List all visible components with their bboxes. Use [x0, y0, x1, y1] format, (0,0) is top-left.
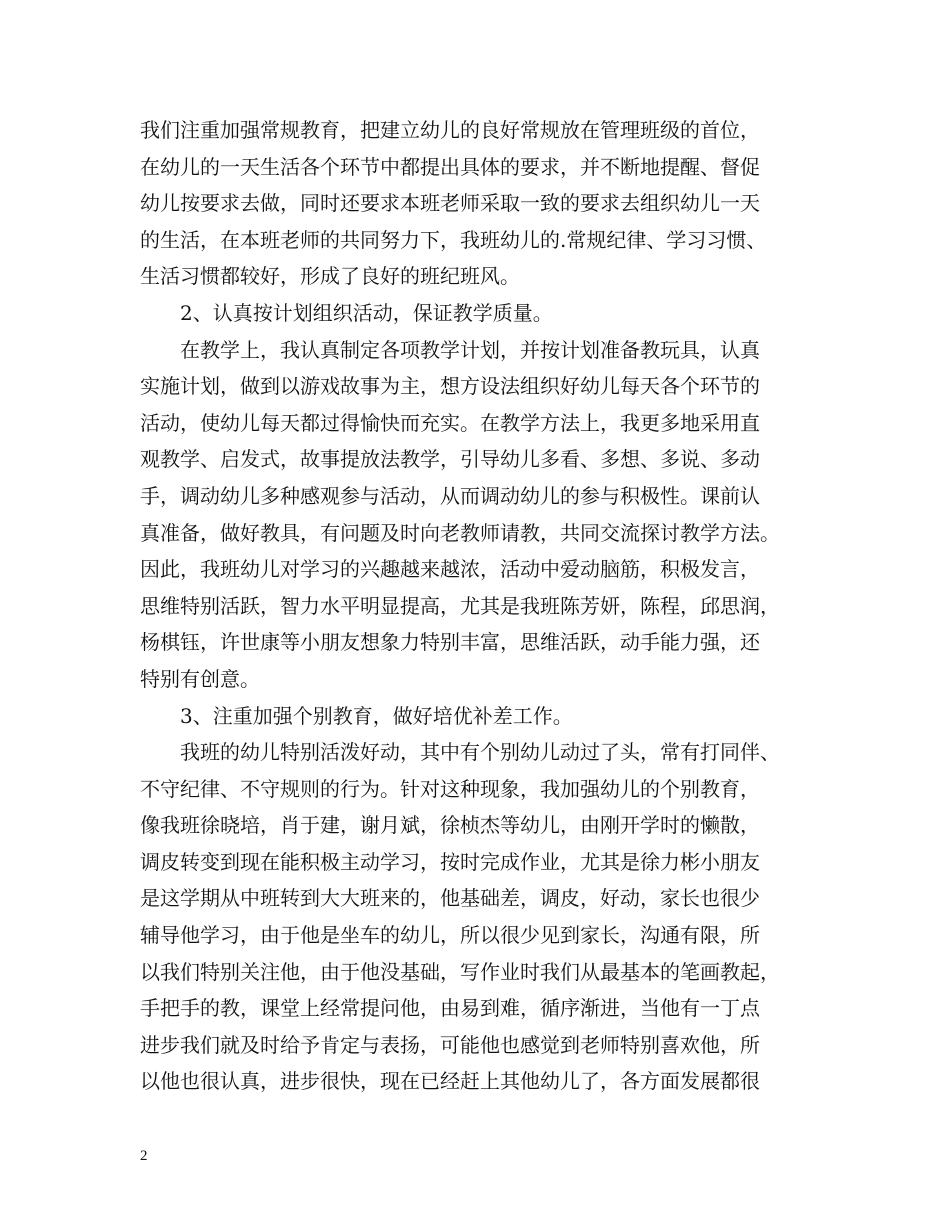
text-line: 的生活，在本班老师的共同努力下，我班幼儿的.常规纪律、学习习惯、	[140, 227, 767, 252]
body-text	[140, 112, 830, 1100]
page-number: 2	[140, 1148, 148, 1164]
text-line: 实施计划，做到以游戏故事为主，想方设法组织好幼儿每天各个环节的	[140, 374, 760, 399]
text-line: 手把手的教，课堂上经常提问他，由易到难，循序渐进，当他有一丁点	[140, 996, 760, 1021]
text-line: 辅导他学习，由于他是坐车的幼儿，所以很少见到家长，沟通有限，所	[140, 923, 760, 948]
text-line: 调皮转变到现在能积极主动学习，按时完成作业，尤其是徐力彬小朋友	[140, 849, 760, 874]
text-line: 是这学期从中班转到大大班来的，他基础差，调皮，好动，家长也很少	[140, 886, 760, 911]
text-line: 在教学上，我认真制定各项教学计划，并按计划准备教玩具，认真	[180, 337, 760, 362]
text-line: 不守纪律、不守规则的行为。针对这种现象，我加强幼儿的个别教育，	[140, 776, 760, 801]
text-line: 我班的幼儿特别活泼好动，其中有个别幼儿动过了头，常有打同伴、	[180, 740, 780, 765]
text-line: 2、认真按计划组织活动，保证教学质量。	[180, 300, 553, 325]
text-line: 因此，我班幼儿对学习的兴趣越来越浓，活动中爱动脑筋，积极发言，	[140, 557, 760, 582]
text-line: 幼儿按要求去做，同时还要求本班老师采取一致的要求去组织幼儿一天	[140, 191, 760, 216]
text-line: 特别有创意。	[140, 666, 260, 691]
text-line: 手，调动幼儿多种感观参与活动，从而调动幼儿的参与积极性。课前认	[140, 483, 760, 508]
text-line: 进步我们就及时给予肯定与表扬，可能他也感觉到老师特别喜欢他，所	[140, 1032, 760, 1057]
text-line: 杨棋钰，许世康等小朋友想象力特别丰富，思维活跃，动手能力强，还	[140, 630, 760, 655]
text-line: 在幼儿的一天生活各个环节中都提出具体的要求，并不断地提醒、督促	[140, 154, 760, 179]
text-line: 像我班徐晓培，肖于建，谢月斌，徐桢杰等幼儿，由刚开学时的懒散，	[140, 813, 760, 838]
text-line: 思维特别活跃，智力水平明显提高，尤其是我班陈芳妍，陈程，邱思润，	[140, 593, 780, 618]
text-line: 观教学、启发式，故事提放法教学，引导幼儿多看、多想、多说、多动	[140, 447, 760, 472]
text-line: 以他也很认真，进步很快，现在已经赶上其他幼儿了，各方面发展都很	[140, 1069, 760, 1094]
text-line: 生活习惯都较好，形成了良好的班纪班风。	[140, 264, 520, 289]
text-line: 以我们特别关注他，由于他没基础，写作业时我们从最基本的笔画教起，	[140, 959, 780, 984]
text-line: 3、注重加强个别教育，做好培优补差工作。	[180, 703, 573, 728]
text-line: 活动，使幼儿每天都过得愉快而充实。在教学方法上，我更多地采用直	[140, 410, 760, 435]
text-line: 我们注重加强常规教育，把建立幼儿的良好常规放在管理班级的首位，	[140, 118, 760, 142]
text-line: 真准备，做好教具，有问题及时向老教师请教，共同交流探讨教学方法。	[140, 520, 780, 545]
